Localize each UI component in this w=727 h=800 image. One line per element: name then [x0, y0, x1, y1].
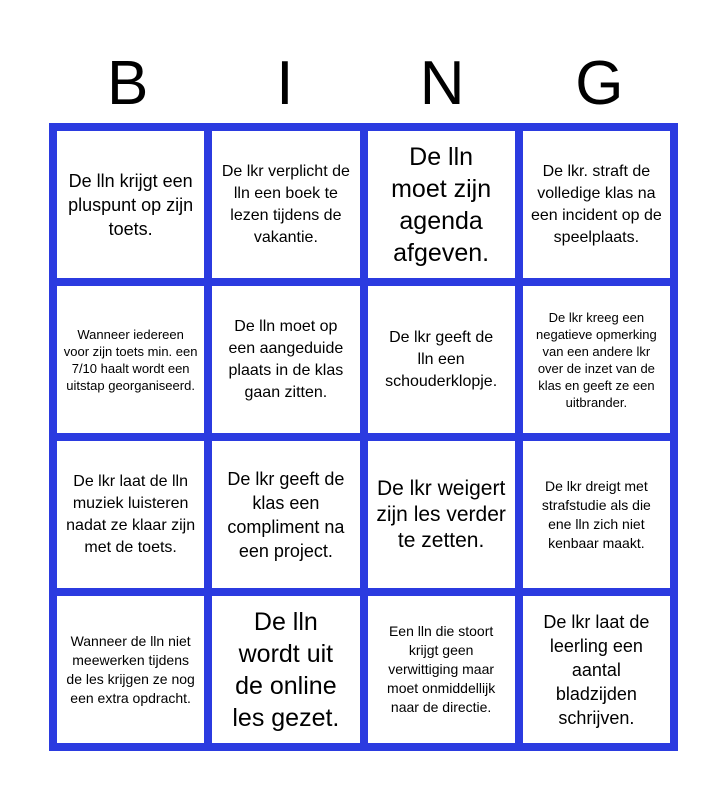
bingo-cell[interactable]: [368, 286, 515, 433]
cell-text: De lkr kreeg een negatieve opmerking van een andere lkr over de inzet van de klas en geeft ze een uitbrander.: [536, 309, 657, 410]
cell-text: Een lln die stoort krijgt geen verwittiging maar moet onmiddellijk naar de directie.: [387, 623, 496, 715]
bingo-cell[interactable]: [368, 596, 515, 743]
header-letter-n: N: [419, 49, 465, 118]
cell-text: De lkr geeft de lln een schouderklopje.: [385, 328, 498, 390]
cell-text: De lkr dreigt met strafstudie als die ene lln zich niet kenbaar maakt.: [541, 477, 651, 551]
bingo-cell[interactable]: [368, 441, 515, 588]
cell-text: De lln moet op een aangeduide plaats in de klas gaan zitten.: [228, 317, 344, 401]
bingo-cell[interactable]: [212, 441, 359, 588]
cell-text: De lln moet zijn agenda afgeven.: [391, 142, 492, 267]
cell-text: De lkr laat de leerling een aantal bladzijden schrijven.: [543, 611, 650, 728]
bingo-cell[interactable]: [523, 131, 670, 278]
bingo-cell[interactable]: [212, 596, 359, 743]
bingo-cell[interactable]: [368, 131, 515, 278]
bingo-cell[interactable]: [57, 596, 204, 743]
bingo-header: [49, 49, 678, 118]
header-letter-b: B: [106, 49, 149, 118]
bingo-cell[interactable]: [523, 596, 670, 743]
bingo-cell[interactable]: [523, 286, 670, 433]
cell-text: De lkr laat de lln muziek luisteren nadat ze klaar zijn met de toets.: [66, 472, 196, 556]
cell-text: De lkr. straft de volledige klas na een incident op de speelplaats.: [530, 162, 662, 246]
bingo-cell[interactable]: [212, 131, 359, 278]
bingo-cell[interactable]: [57, 131, 204, 278]
cell-text: De lln wordt uit de online les gezet.: [232, 607, 340, 732]
cell-text: De lkr verplicht de lln een boek te lezen tijdens de vakantie.: [221, 162, 350, 246]
cell-text: Wanneer de lln niet meewerken tijdens de les krijgen ze nog een extra opdracht.: [66, 632, 195, 706]
header-letter-i: I: [276, 49, 294, 118]
header-letter-g: G: [575, 49, 624, 118]
bingo-cell[interactable]: [523, 441, 670, 588]
bingo-cell[interactable]: [57, 286, 204, 433]
bingo-cell[interactable]: [212, 286, 359, 433]
bingo-grid: [49, 123, 678, 751]
cell-text: De lln krijgt een pluspunt op zijn toets.: [68, 170, 194, 239]
cell-text: De lkr weigert zijn les verder te zetten.: [376, 476, 506, 552]
cell-text: Wanneer iedereen voor zijn toets min. een 7/10 haalt wordt een uitstap georganiseerd.: [63, 326, 198, 393]
bingo-cell[interactable]: [57, 441, 204, 588]
cell-text: De lkr geeft de klas een compliment na een project.: [227, 468, 345, 561]
